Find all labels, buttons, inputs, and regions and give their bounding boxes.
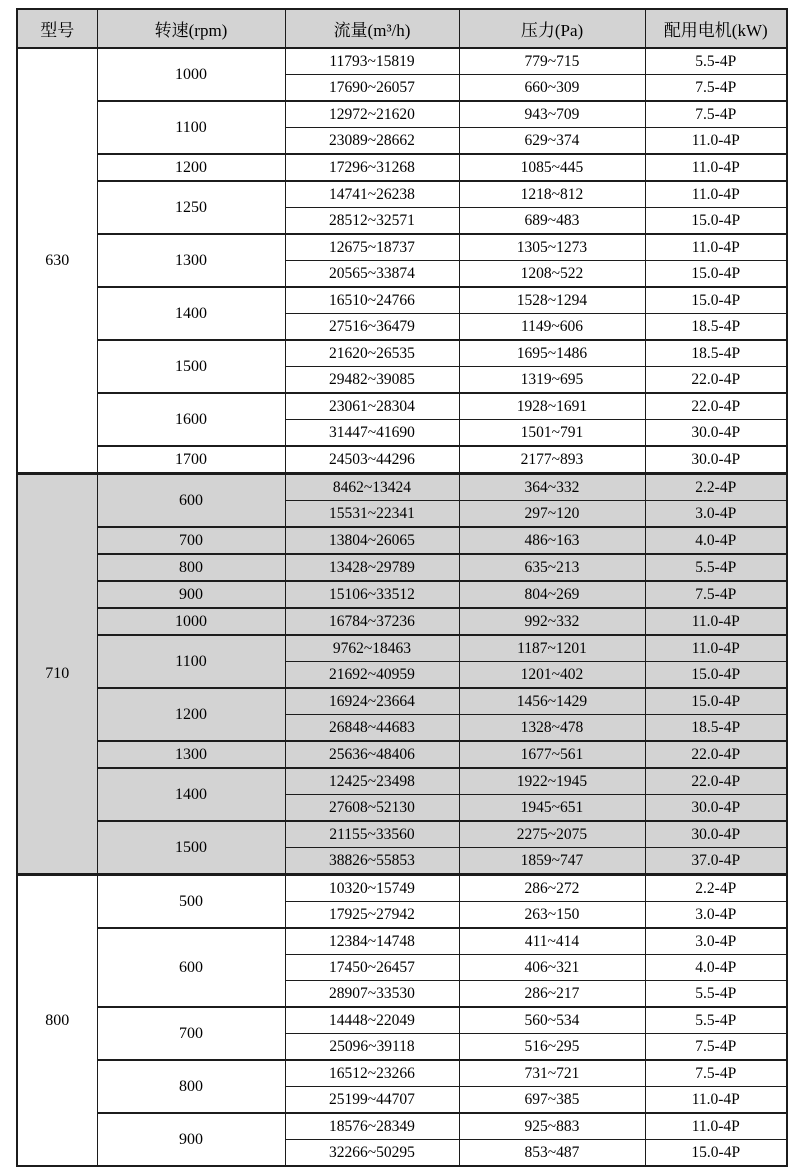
pressure-cell: 1501~791: [459, 420, 645, 447]
pressure-cell: 1677~561: [459, 741, 645, 768]
pressure-cell: 263~150: [459, 902, 645, 929]
motor-cell: 2.2-4P: [645, 474, 787, 501]
flow-cell: 25096~39118: [285, 1034, 459, 1061]
rpm-cell: 1100: [97, 635, 285, 688]
table-row: [17, 688, 787, 715]
model-cell: 800: [17, 875, 97, 1167]
rpm-cell: 1200: [97, 688, 285, 741]
pressure-cell: 411~414: [459, 928, 645, 955]
pressure-cell: 731~721: [459, 1060, 645, 1087]
flow-cell: 25199~44707: [285, 1087, 459, 1114]
motor-cell: 18.5-4P: [645, 715, 787, 742]
flow-cell: 31447~41690: [285, 420, 459, 447]
motor-cell: 15.0-4P: [645, 688, 787, 715]
rpm-cell: 1400: [97, 768, 285, 821]
motor-cell: 5.5-4P: [645, 981, 787, 1008]
table-row: [17, 446, 787, 474]
pressure-cell: 697~385: [459, 1087, 645, 1114]
model-cell: 710: [17, 474, 97, 875]
motor-cell: 22.0-4P: [645, 393, 787, 420]
table-row: [17, 928, 787, 955]
flow-cell: 17690~26057: [285, 75, 459, 102]
table-row: [17, 741, 787, 768]
flow-cell: 32266~50295: [285, 1140, 459, 1167]
flow-cell: 12425~23498: [285, 768, 459, 795]
flow-cell: 11793~15819: [285, 48, 459, 75]
motor-cell: 11.0-4P: [645, 1087, 787, 1114]
flow-cell: 17296~31268: [285, 154, 459, 181]
flow-cell: 23061~28304: [285, 393, 459, 420]
rpm-cell: 1100: [97, 101, 285, 154]
flow-cell: 14741~26238: [285, 181, 459, 208]
table-row: [17, 635, 787, 662]
rpm-cell: 1700: [97, 446, 285, 474]
rpm-cell: 1000: [97, 48, 285, 101]
motor-cell: 22.0-4P: [645, 741, 787, 768]
pressure-cell: 1149~606: [459, 314, 645, 341]
pressure-cell: 629~374: [459, 128, 645, 155]
motor-cell: 5.5-4P: [645, 1007, 787, 1034]
pressure-cell: 689~483: [459, 208, 645, 235]
motor-cell: 7.5-4P: [645, 1060, 787, 1087]
rpm-cell: 1300: [97, 741, 285, 768]
pressure-cell: 486~163: [459, 527, 645, 554]
flow-cell: 15531~22341: [285, 501, 459, 528]
pressure-cell: 1208~522: [459, 261, 645, 288]
pressure-cell: 853~487: [459, 1140, 645, 1167]
motor-cell: 15.0-4P: [645, 662, 787, 689]
table-row: [17, 181, 787, 208]
flow-cell: 12384~14748: [285, 928, 459, 955]
pressure-cell: 925~883: [459, 1113, 645, 1140]
pressure-cell: 1528~1294: [459, 287, 645, 314]
header-row: [17, 9, 787, 48]
col-header-pressure: 压力(Pa): [459, 9, 645, 48]
flow-cell: 28512~32571: [285, 208, 459, 235]
motor-cell: 22.0-4P: [645, 768, 787, 795]
motor-cell: 11.0-4P: [645, 1113, 787, 1140]
flow-cell: 27516~36479: [285, 314, 459, 341]
table-row: [17, 340, 787, 367]
flow-cell: 14448~22049: [285, 1007, 459, 1034]
pressure-cell: 804~269: [459, 581, 645, 608]
pressure-cell: 560~534: [459, 1007, 645, 1034]
rpm-cell: 600: [97, 474, 285, 528]
col-header-model: 型号: [17, 9, 97, 48]
pressure-cell: 297~120: [459, 501, 645, 528]
pressure-cell: 660~309: [459, 75, 645, 102]
rpm-cell: 800: [97, 554, 285, 581]
flow-cell: 38826~55853: [285, 848, 459, 875]
table-row: [17, 154, 787, 181]
table-row: [17, 768, 787, 795]
motor-cell: 4.0-4P: [645, 955, 787, 981]
motor-cell: 11.0-4P: [645, 181, 787, 208]
motor-cell: 5.5-4P: [645, 554, 787, 581]
pressure-cell: 779~715: [459, 48, 645, 75]
flow-cell: 25636~48406: [285, 741, 459, 768]
pressure-cell: 1218~812: [459, 181, 645, 208]
pressure-cell: 1922~1945: [459, 768, 645, 795]
motor-cell: 11.0-4P: [645, 635, 787, 662]
motor-cell: 3.0-4P: [645, 928, 787, 955]
pressure-cell: 1085~445: [459, 154, 645, 181]
flow-cell: 17450~26457: [285, 955, 459, 981]
motor-cell: 30.0-4P: [645, 420, 787, 447]
flow-cell: 17925~27942: [285, 902, 459, 929]
pressure-cell: 2275~2075: [459, 821, 645, 848]
motor-cell: 15.0-4P: [645, 287, 787, 314]
rpm-cell: 500: [97, 875, 285, 929]
rpm-cell: 700: [97, 527, 285, 554]
rpm-cell: 900: [97, 1113, 285, 1166]
flow-cell: 12972~21620: [285, 101, 459, 128]
motor-cell: 7.5-4P: [645, 101, 787, 128]
rpm-cell: 1250: [97, 181, 285, 234]
pressure-cell: 1319~695: [459, 367, 645, 394]
flow-cell: 24503~44296: [285, 446, 459, 474]
flow-cell: 29482~39085: [285, 367, 459, 394]
pressure-cell: 406~321: [459, 955, 645, 981]
table-row: [17, 875, 787, 902]
rpm-cell: 1300: [97, 234, 285, 287]
flow-cell: 16510~24766: [285, 287, 459, 314]
motor-cell: 30.0-4P: [645, 821, 787, 848]
motor-cell: 11.0-4P: [645, 128, 787, 155]
pressure-cell: 1945~651: [459, 795, 645, 822]
motor-cell: 5.5-4P: [645, 48, 787, 75]
pressure-cell: 1328~478: [459, 715, 645, 742]
pressure-cell: 286~217: [459, 981, 645, 1008]
flow-cell: 18576~28349: [285, 1113, 459, 1140]
table-row: [17, 608, 787, 635]
flow-cell: 13804~26065: [285, 527, 459, 554]
motor-cell: 15.0-4P: [645, 261, 787, 288]
pressure-cell: 1456~1429: [459, 688, 645, 715]
table-row: [17, 48, 787, 75]
table-row: [17, 474, 787, 501]
table-row: [17, 1007, 787, 1034]
motor-cell: 11.0-4P: [645, 608, 787, 635]
table-row: [17, 287, 787, 314]
rpm-cell: 900: [97, 581, 285, 608]
pressure-cell: 1201~402: [459, 662, 645, 689]
rpm-cell: 1600: [97, 393, 285, 446]
motor-cell: 30.0-4P: [645, 446, 787, 474]
motor-cell: 22.0-4P: [645, 367, 787, 394]
table-row: [17, 527, 787, 554]
rpm-cell: 600: [97, 928, 285, 1007]
pressure-cell: 1187~1201: [459, 635, 645, 662]
flow-cell: 21620~26535: [285, 340, 459, 367]
pressure-cell: 1305~1273: [459, 234, 645, 261]
pressure-cell: 1928~1691: [459, 393, 645, 420]
flow-cell: 23089~28662: [285, 128, 459, 155]
flow-cell: 21692~40959: [285, 662, 459, 689]
rpm-cell: 700: [97, 1007, 285, 1060]
pressure-cell: 635~213: [459, 554, 645, 581]
motor-cell: 11.0-4P: [645, 154, 787, 181]
flow-cell: 8462~13424: [285, 474, 459, 501]
flow-cell: 27608~52130: [285, 795, 459, 822]
pressure-cell: 286~272: [459, 875, 645, 902]
pressure-cell: 943~709: [459, 101, 645, 128]
flow-cell: 16784~37236: [285, 608, 459, 635]
rpm-cell: 1500: [97, 821, 285, 875]
col-header-motor: 配用电机(kW): [645, 9, 787, 48]
flow-cell: 26848~44683: [285, 715, 459, 742]
flow-cell: 9762~18463: [285, 635, 459, 662]
table-row: [17, 821, 787, 848]
pressure-cell: 1695~1486: [459, 340, 645, 367]
table-row: [17, 1060, 787, 1087]
rpm-cell: 1500: [97, 340, 285, 393]
motor-cell: 18.5-4P: [645, 340, 787, 367]
col-header-flow: 流量(m³/h): [285, 9, 459, 48]
col-header-speed: 转速(rpm): [97, 9, 285, 48]
table-row: [17, 581, 787, 608]
motor-cell: 7.5-4P: [645, 581, 787, 608]
pressure-cell: 2177~893: [459, 446, 645, 474]
flow-cell: 15106~33512: [285, 581, 459, 608]
flow-cell: 16512~23266: [285, 1060, 459, 1087]
motor-cell: 18.5-4P: [645, 314, 787, 341]
motor-cell: 3.0-4P: [645, 902, 787, 929]
motor-cell: 4.0-4P: [645, 527, 787, 554]
rpm-cell: 1400: [97, 287, 285, 340]
rpm-cell: 1000: [97, 608, 285, 635]
table-row: [17, 234, 787, 261]
rpm-cell: 800: [97, 1060, 285, 1113]
motor-cell: 37.0-4P: [645, 848, 787, 875]
pressure-cell: 1859~747: [459, 848, 645, 875]
pressure-cell: 364~332: [459, 474, 645, 501]
motor-cell: 2.2-4P: [645, 875, 787, 902]
motor-cell: 11.0-4P: [645, 234, 787, 261]
table-row: [17, 101, 787, 128]
flow-cell: 21155~33560: [285, 821, 459, 848]
fan-spec-table: [16, 8, 788, 1167]
table-row: [17, 393, 787, 420]
motor-cell: 7.5-4P: [645, 75, 787, 102]
flow-cell: 20565~33874: [285, 261, 459, 288]
motor-cell: 3.0-4P: [645, 501, 787, 528]
flow-cell: 13428~29789: [285, 554, 459, 581]
flow-cell: 12675~18737: [285, 234, 459, 261]
pressure-cell: 516~295: [459, 1034, 645, 1061]
motor-cell: 7.5-4P: [645, 1034, 787, 1061]
table-row: [17, 554, 787, 581]
motor-cell: 30.0-4P: [645, 795, 787, 822]
motor-cell: 15.0-4P: [645, 1140, 787, 1167]
rpm-cell: 1200: [97, 154, 285, 181]
motor-cell: 15.0-4P: [645, 208, 787, 235]
table-row: [17, 1113, 787, 1140]
flow-cell: 28907~33530: [285, 981, 459, 1008]
pressure-cell: 992~332: [459, 608, 645, 635]
model-cell: 630: [17, 48, 97, 474]
flow-cell: 10320~15749: [285, 875, 459, 902]
flow-cell: 16924~23664: [285, 688, 459, 715]
